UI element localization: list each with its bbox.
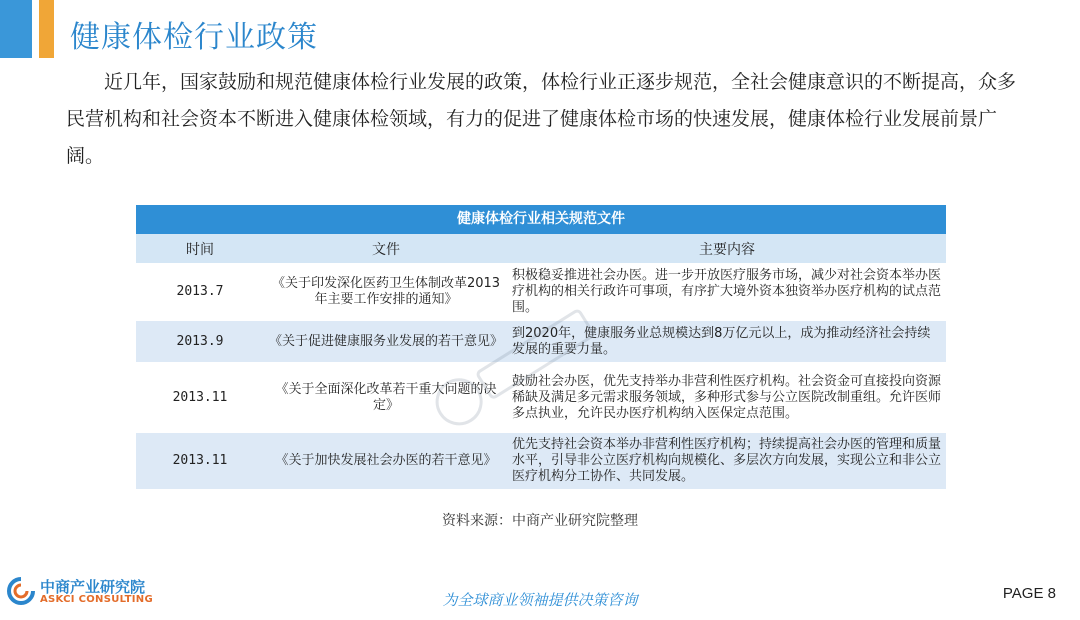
- cell-time: 2013.11: [136, 433, 264, 490]
- table-title: 健康体检行业相关规范文件: [136, 205, 946, 234]
- column-header-time: 时间: [136, 234, 264, 264]
- cell-time: 2013.9: [136, 321, 264, 363]
- table-row: [136, 264, 946, 321]
- footer-slogan: 为全球商业领袖提供决策咨询: [442, 591, 638, 609]
- table-row: [136, 433, 946, 490]
- cell-content: 积极稳妥推进社会办医。进一步开放医疗服务市场，减少对社会资本举办医疗机构的相关行政许可事项，有序扩大境外资本独资举办医疗机构的试点范围。: [508, 264, 946, 321]
- header-accent-bar-orange: [39, 0, 54, 58]
- page-title: 健康体检行业政策: [70, 20, 318, 55]
- logo-chinese-name: 中商产业研究院: [40, 578, 146, 596]
- table-row: [136, 363, 946, 433]
- cell-content: 到2020年，健康服务业总规模达到8万亿元以上，成为推动经济社会持续发展的重要力量。: [508, 321, 946, 363]
- cell-time: 2013.11: [136, 363, 264, 433]
- cell-document: 《关于印发深化医药卫生体制改革2013年主要工作安排的通知》: [264, 264, 508, 321]
- column-header-content: 主要内容: [508, 234, 946, 264]
- source-note: 资料来源：中商产业研究院整理: [442, 513, 638, 529]
- header-accent-bar-blue: [0, 0, 32, 58]
- cell-content: 优先支持社会资本举办非营利性医疗机构；持续提高社会办医的管理和质量水平，引导非公立医疗机构向规模化、多层次方向发展，实现公立和非公立医疗机构分工协作、共同发展。: [508, 433, 946, 490]
- cell-time: 2013.7: [136, 264, 264, 321]
- page-number: PAGE 8: [1002, 585, 1056, 602]
- policy-table: [136, 205, 946, 490]
- cell-document: 《关于全面深化改革若干重大问题的决定》: [264, 363, 508, 433]
- table-header-row: [136, 234, 946, 264]
- intro-paragraph: 近几年，国家鼓励和规范健康体检行业发展的政策，体检行业正逐步规范，全社会健康意识的不断提高，众多民营机构和社会资本不断进入健康体检领域，有力的促进了健康体检市场的快速发展，健康体检行业发展前景广阔。: [66, 71, 1017, 167]
- logo-english-name: ASKCI CONSULTING: [40, 594, 153, 605]
- column-header-document: 文件: [264, 234, 508, 264]
- table-row: [136, 321, 946, 363]
- cell-document: 《关于促进健康服务业发展的若干意见》: [264, 321, 508, 363]
- cell-content: 鼓励社会办医，优先支持举办非营利性医疗机构。社会资金可直接投向资源稀缺及满足多元需求服务领域，多种形式参与公立医院改制重组。允许医师多点执业，允许民办医疗机构纳入医保定点范围。: [508, 363, 946, 433]
- cell-document: 《关于加快发展社会办医的若干意见》: [264, 433, 508, 490]
